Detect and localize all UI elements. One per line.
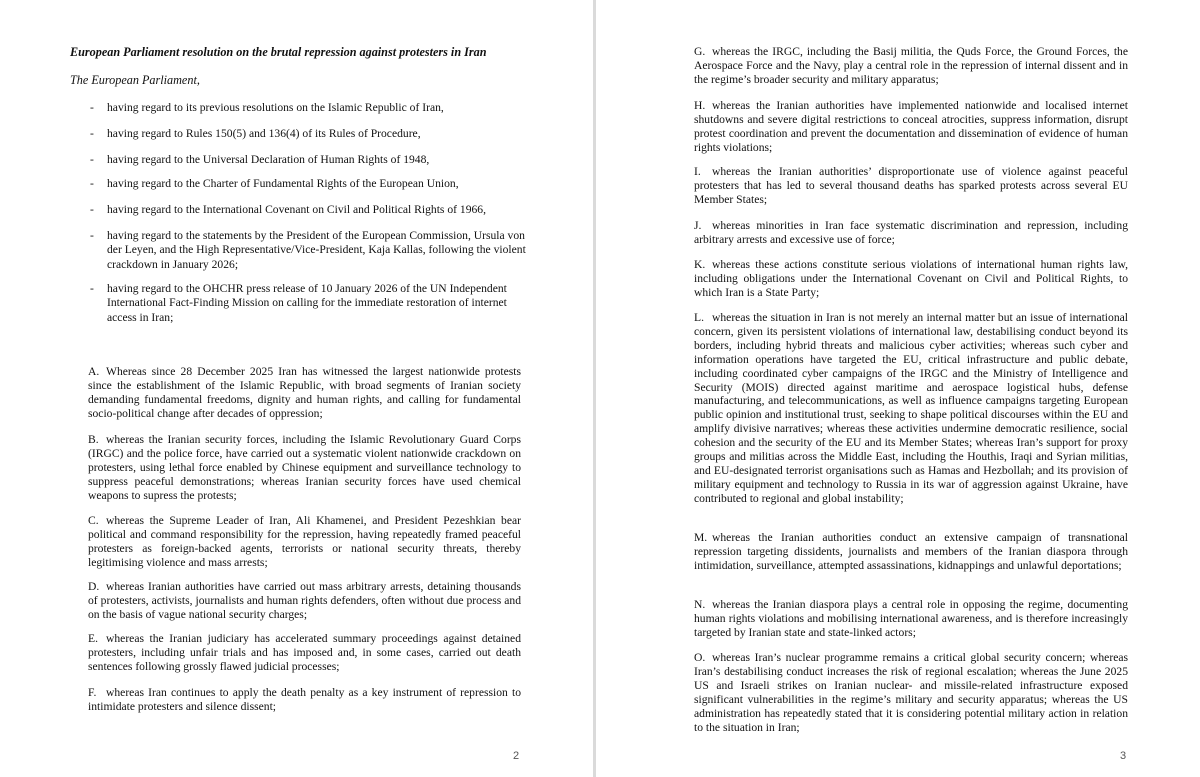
recital-l — [694, 311, 1128, 506]
recital-text: whereas the Iranian diaspora plays a central role in opposing the regime, documenting human rights violations and mobilising international awareness, and is therefore increasingly targeted by Iranian state and state-linked actors; — [694, 598, 1128, 639]
recital-text: whereas the Iranian security forces, including the Islamic Revolutionary Guard Corps (IRGC) and the police force, have carried out a systematic violent nationwide crackdown on protesters, using lethal force enabled by Chinese equipment and surveillance technology to suppress peaceful demonstrations; whereas Iranian security forces have used chemical weapons to supress the protests; — [88, 433, 521, 502]
recital-label: C. — [88, 514, 99, 527]
citation-bullet: - — [90, 153, 94, 166]
citation-text: having regard to the Universal Declaration of Human Rights of 1948, — [107, 153, 430, 166]
citation-text: having regard to the Charter of Fundamental Rights of the European Union, — [107, 177, 459, 190]
document-page-2 — [0, 0, 593, 777]
recital-text: whereas the Iranian authorities have implemented nationwide and localised internet shutdowns and severe digital restrictions to conceal atrocities, suppress information, disrupt protest coordination and prevent the documentation and dissemination of evidence of human rights violations; — [694, 99, 1128, 154]
recital-j — [694, 219, 1128, 247]
citation-bullet: - — [90, 229, 94, 242]
recital-text: whereas the Iranian judiciary has accelerated summary proceedings against detained protesters, including unfair trials and has imposed and, in some cases, carried out death sentences following grossly flawed judicial processes; — [88, 632, 521, 673]
citation-bullet: - — [90, 203, 94, 216]
recital-label: B. — [88, 433, 99, 446]
citation-item — [90, 282, 535, 325]
recital-text: whereas Iranian authorities have carried out mass arbitrary arrests, detaining thousands of protesters, activists, journalists and human rights defenders, often without due process and on the basis of vague national security charges; — [88, 580, 521, 621]
recital-label: F. — [88, 686, 97, 699]
recital-text: whereas the situation in Iran is not merely an internal matter but an issue of international concern, given its persistent violations of international law, destabilising conduct beyond its borders, including hybrid threats and malicious cyber activities; whereas such cyber and information operations have targeted the EU, critical infrastructure and public debate, including coordinated cyber campaigns of the IRGC and the Ministry of Intelligence and Security (MOIS) directed against maritime and aerospace logistical hubs, defense manufacturing, and telecommunications, as well as influence campaigns targeting European public opinion and institutional trust, seeking to shape political discourses within the EU and amplify divisive narratives; whereas these activities undermine democratic resilience, social cohesion and the security of the EU and its Member States; whereas Iran’s support for proxy groups and militias across the Middle East, including the Houthis, Iraqi and Syrian militias, and EU-designated terrorist organisations such as Hamas and Hezbollah; and its provision of military equipment and technology to Russia in its war of aggression against Ukraine, have contributed to regional and global instability; — [694, 311, 1128, 505]
recital-label: G. — [694, 45, 706, 58]
citation-item — [90, 229, 535, 272]
recital-g — [694, 45, 1128, 87]
recital-label: O. — [694, 651, 706, 664]
recital-text: whereas the Iranian authorities’ disproportionate use of violence against peaceful protesters that has led to several thousand deaths has sparked protests across several EU Member States; — [694, 165, 1128, 206]
recital-a — [88, 365, 521, 421]
recital-text: Whereas since 28 December 2025 Iran has witnessed the largest nationwide protests since the establishment of the Islamic Republic, with broad segments of Iranian society demanding fundamental freedoms, dignity and human rights, and calling for fundamental socio-political change after decades of oppression; — [88, 365, 521, 420]
citation-text: having regard to the OHCHR press release of 10 January 2026 of the UN Independent International Fact-Finding Mission on calling for the immediate restoration of internet access in Iran; — [107, 282, 507, 324]
recital-label: N. — [694, 598, 706, 611]
recital-f — [88, 686, 521, 714]
recital-label: I. — [694, 165, 701, 178]
citation-item — [90, 177, 535, 191]
citation-item — [90, 153, 535, 167]
recital-text: whereas the Iranian authorities conduct an extensive campaign of transnational repression targeting dissidents, journalists and members of the Iranian diaspora through intimidation, surveillance, attempted assassinations, kidnappings and unlawful deportations; — [694, 531, 1128, 572]
recital-text: whereas Iran continues to apply the death penalty as a key instrument of repression to intimidate protesters and silence dissent; — [88, 686, 521, 713]
citation-text: having regard to its previous resolutions on the Islamic Republic of Iran, — [107, 101, 444, 114]
citation-bullet: - — [90, 282, 94, 295]
recital-o — [694, 651, 1128, 734]
recital-m — [694, 531, 1128, 573]
resolution-title: European Parliament resolution on the brutal repression against protesters in Iran — [70, 45, 487, 59]
recital-label: E. — [88, 632, 98, 645]
recital-label: A. — [88, 365, 100, 378]
recital-label: J. — [694, 219, 702, 232]
recital-text: whereas minorities in Iran face systematic discrimination and repression, including arbitrary arrests and excessive use of force; — [694, 219, 1128, 246]
document-page-3 — [596, 0, 1200, 777]
recital-label: K. — [694, 258, 706, 271]
recital-text: whereas Iran’s nuclear programme remains a critical global security concern; whereas Iran’s destabilising conduct increases the risk of regional escalation; whereas the June 2025 US and Israeli strikes on Iranian nuclear- and missile-related infrastructure exposed significant vulnerabilities in the regime’s military and security apparatus; whereas the US administration has repeatedly stated that it is considering potential military action in relation to the situation in Iran; — [694, 651, 1128, 734]
citation-text: having regard to Rules 150(5) and 136(4) of its Rules of Procedure, — [107, 127, 421, 140]
citation-item — [90, 127, 535, 141]
recital-text: whereas the IRGC, including the Basij militia, the Quds Force, the Ground Forces, the Aerospace Force and the Navy, play a central role in the repression of internal dissent and in the regime’s broader security and military apparatus; — [694, 45, 1128, 86]
page-number: 3 — [1120, 750, 1127, 762]
recital-text: whereas the Supreme Leader of Iran, Ali Khamenei, and President Pezeshkian bear political and command responsibility for the repression, having repeatedly framed peaceful protesters as foreign-backed agents, terrorists or national security threats, thereby legitimising violence and mass arrests; — [88, 514, 521, 569]
page-number: 2 — [513, 750, 520, 762]
recital-label: M. — [694, 531, 708, 544]
recital-b — [88, 433, 521, 503]
recital-i — [694, 165, 1128, 207]
recital-k — [694, 258, 1128, 300]
recital-label: L. — [694, 311, 704, 324]
citation-item — [90, 203, 535, 217]
recital-e — [88, 632, 521, 674]
recital-c — [88, 514, 521, 570]
citation-bullet: - — [90, 127, 94, 140]
citation-text: having regard to the statements by the President of the European Commission, Ursula von der Leyen, and the High Representative/Vice-President, Kaja Kallas, following the violent crackdown in January 2026; — [107, 229, 526, 271]
citation-text: having regard to the International Covenant on Civil and Political Rights of 1966, — [107, 203, 486, 216]
citation-bullet: - — [90, 101, 94, 114]
recital-label: D. — [88, 580, 100, 593]
recital-label: H. — [694, 99, 706, 112]
recital-d — [88, 580, 521, 622]
citation-item — [90, 101, 535, 115]
recital-n — [694, 598, 1128, 640]
recital-text: whereas these actions constitute serious violations of international human rights law, including obligations under the International Covenant on Civil and Political Rights, to which Iran is a State Party; — [694, 258, 1128, 299]
resolution-subtitle: The European Parliament, — [70, 73, 200, 87]
citation-bullet: - — [90, 177, 94, 190]
recital-h — [694, 99, 1128, 155]
